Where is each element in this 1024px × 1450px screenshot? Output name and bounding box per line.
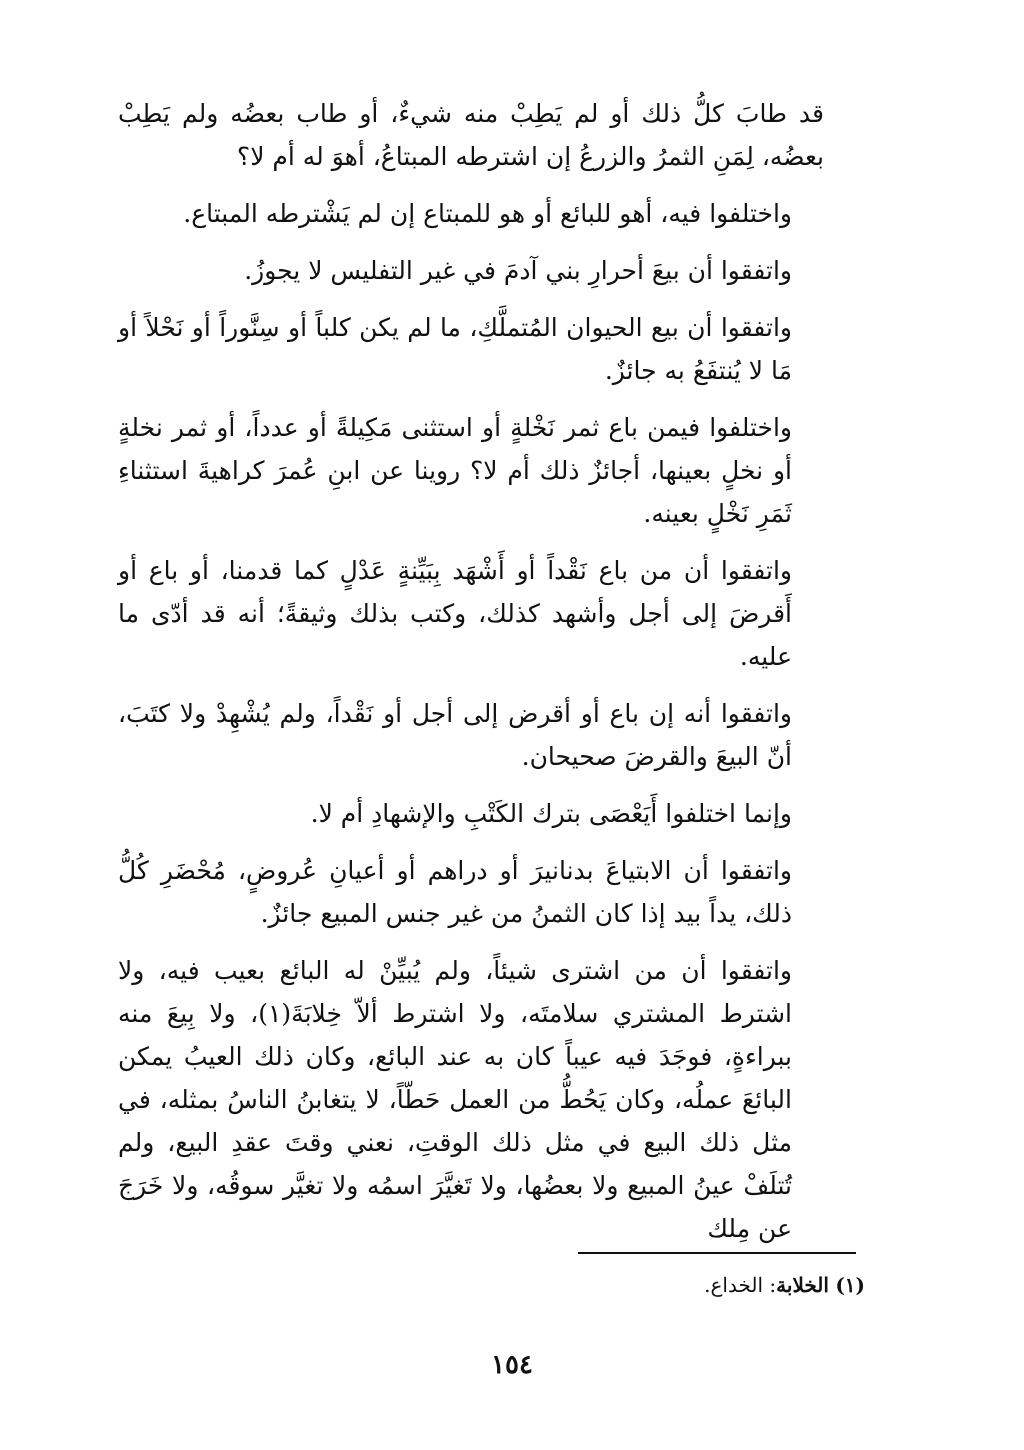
paragraph: واتفقوا أنه إن باع أو أقرض إلى أجل أو نَقْداً، ولم يُشْهِدْ ولا كتَبَ، أنّ البيعَ والقرضَ صحيحان. (118, 699, 792, 771)
paragraph: واتفقوا أن من باع نَقْداً أو أَشْهَد بِبَيِّنةٍ عَدْلٍ كما قدمنا، أو باع أو أَقرضَ إلى أجل وأشهد كذلك، وكتب بذلك وثيقةً؛ أنه قد أدّى ما عليه. (118, 556, 792, 671)
footnote-definition: : الخداع. (704, 1273, 777, 1297)
paragraph: قد طابَ كلُّ ذلك أو لم يَطِبْ منه شيءٌ، أو طاب بعضُه ولم يَطِبْ بعضُه، لِمَنِ الثمرُ والزرعُ إن اشترطه المبتاعُ، أهوَ له أم لا؟ (118, 99, 824, 171)
footnote-number: (١) (835, 1273, 865, 1297)
paragraph: واتفقوا أن الابتياعَ بدنانيرَ أو دراهم أو أعيانِ عُروضٍ، مُحْضَرِ كُلُّ ذلك، يداً بيد إذا كان الثمنُ من غير جنس المبيع جائزٌ. (118, 856, 792, 928)
paragraph: واتفقوا أن بيع الحيوان المُتملَّكِ، ما لم يكن كلباً أو سِنَّوراً أو نَحْلاً أو مَا لا يُنتفَعُ به جائزٌ. (118, 313, 792, 385)
paragraph: وإنما اختلفوا أَيَعْصَى بترك الكَتْبِ والإشهادِ أم لا. (310, 799, 792, 828)
body-text (118, 92, 824, 1264)
footnote (560, 1270, 865, 1300)
paragraph: واتفقوا أن من اشترى شيئاً، ولم يُبيِّنْ له البائع بعيب فيه، ولا اشترط المشتري سلامتَه، ولا اشترط ألاّ خِلابَةَ(١)، ولا بِيعَ منه ببراءةٍ، فوجَدَ فيه عيباً كان به عند البائع، وكان ذلك العيبُ يمكن البائعَ عملُه، وكان يَحُطُّ من العمل حَطّاً، لا يتغابنُ الناسُ بمثله، في مثل ذلك البيع في مثل ذلك الوقتِ، نعني وقتَ عقدِ البيع، ولم تُتلَفْ عينُ المبيع ولا بعضُها، ولا تَغيَّرَ اسمُه ولا تغيَّر سوقُه، ولا خَرَجَ عن مِلك (118, 956, 792, 1243)
paragraph: واتفقوا أن بيعَ أحرارِ بني آدمَ في غير التفليس لا يجوزُ. (244, 256, 792, 285)
paragraph: واختلفوا فيمن باع ثمر نَخْلةٍ أو استثنى مَكِيلةً أو عدداً، أو ثمر نخلةٍ أو نخلٍ بعينها، أجائزٌ ذلك أم لا؟ روينا عن ابنِ عُمرَ كراهيةَ استثناءِ ثَمَرِ نَخْلٍ بعينه. (118, 413, 792, 528)
footnote-divider (578, 1252, 856, 1254)
footnote-term: الخلابة (776, 1273, 829, 1297)
paragraph: واختلفوا فيه، أهو للبائع أو هو للمبتاع إن لم يَشْترطه المبتاع. (183, 199, 792, 228)
page-number: ١٥٤ (491, 1350, 533, 1380)
